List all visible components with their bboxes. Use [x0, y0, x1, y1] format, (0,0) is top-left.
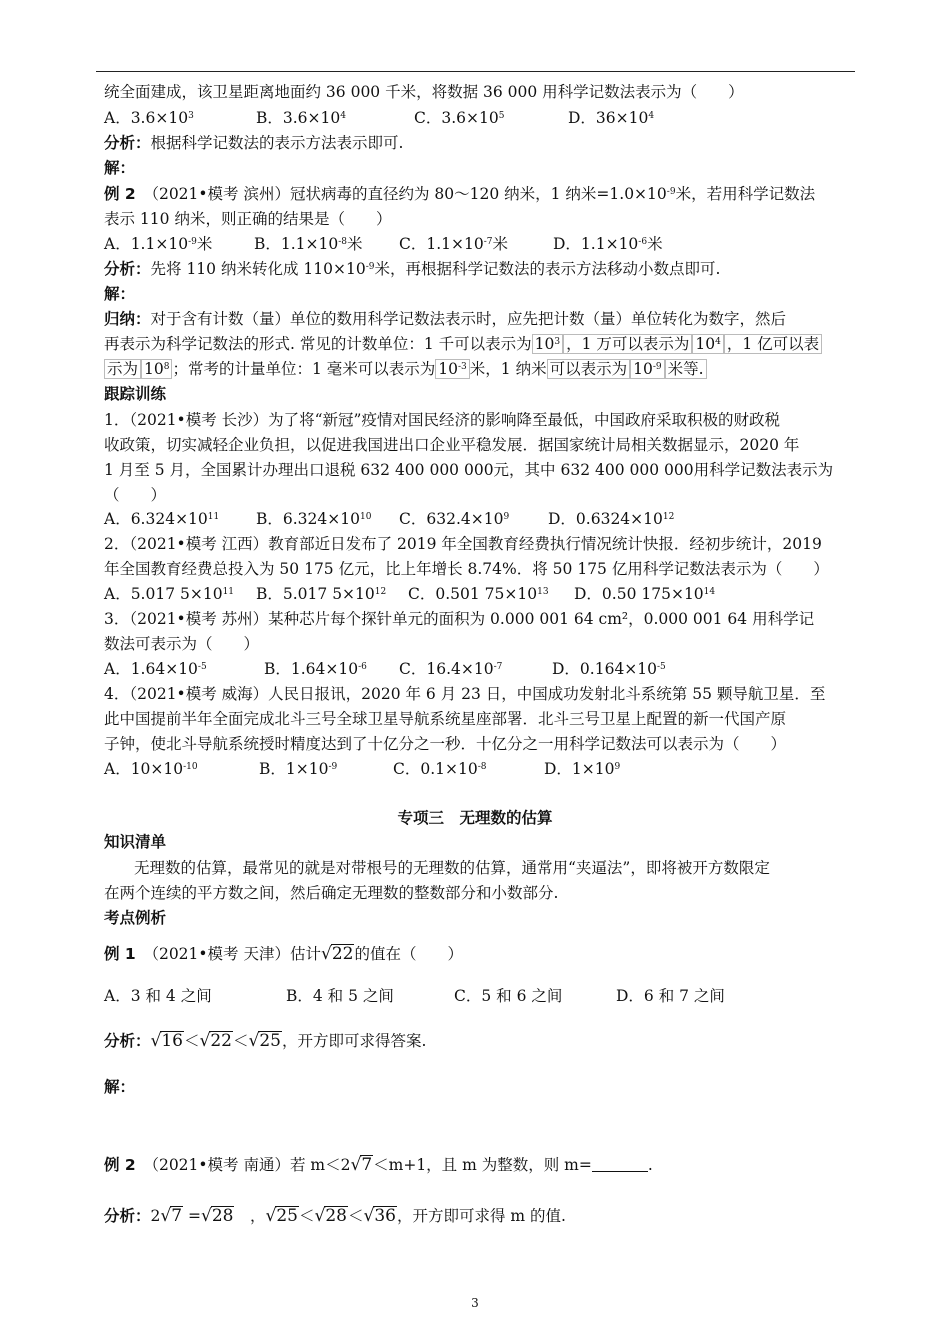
options-row — [104, 583, 715, 605]
question-4-line-3: 子钟，使北斗导航系统授时精度达到了十亿分之一秒．十亿分之一用科学记数法可以表示为（ ） — [104, 735, 787, 753]
knowledge-heading: 知识清单 — [104, 833, 167, 851]
option-a: A．$3.6\times 10^3$ — [104, 109, 194, 127]
sqrt-22: √22 — [320, 944, 354, 964]
summary-line-2: 再表示为科学记数法的形式. 常见的计数单位：1 千可以表示为 $10^3$ ，1 万可以表示为 $10^4$ ，1 亿可以表 — [104, 333, 822, 355]
examples-heading: 考点例析 — [104, 909, 167, 927]
option-a: A．$10\times 10^{-10}$ — [104, 760, 198, 778]
question-2-line-1: 2．（2021•模考 江西）教育部近日发布了 2019 年全国教育经费执行情况统计快报．经初步统计，2019 — [104, 535, 822, 553]
sqrt-7: √7 — [350, 1155, 373, 1175]
option-b: B．$6.324\times 10^{10}$ — [256, 510, 372, 528]
analysis-line: 分析：√16＜√22＜√25，开方即可求得答案. — [104, 1031, 427, 1051]
option-d: D．$0.164\times 10^{-5}$ — [552, 660, 666, 678]
analysis-line: 分析：先将 110 纳米转化成 $110\times 10^{-9}$米，再根据科学记数法的表示方法移动小数点即可. — [104, 260, 721, 278]
solution-label: 解： — [104, 1078, 136, 1096]
question-3-line-2: 数法可表示为（ ） — [104, 635, 260, 653]
sqrt-22: √22 — [199, 1031, 232, 1051]
sqrt-16: √16 — [150, 1031, 183, 1051]
knowledge-line-2: 在两个连续的平方数之间，然后确定无理数的整数部分和小数部分. — [104, 884, 559, 902]
option-d: D．$36\times 10^4$ — [568, 109, 655, 127]
options-row — [104, 758, 620, 780]
option-b: B．4 和 5 之间 — [286, 987, 394, 1005]
options-row — [104, 233, 663, 255]
practice-heading: 跟踪训练 — [104, 385, 167, 403]
summary-line-1: 归纳：对于含有计数（量）单位的数用科学记数法表示时，应先把计数（量）单位转化为数字，然后 — [104, 310, 787, 328]
options-row — [104, 985, 725, 1007]
option-c: C．$1.1\times 10^{-7}$米 — [399, 235, 509, 253]
example-2-line-2: 表示 110 纳米，则正确的结果是（ ） — [104, 210, 392, 228]
sqrt-7: √7 — [160, 1206, 183, 1226]
sqrt-28: √28 — [201, 1206, 234, 1226]
option-b: B．5.017 $5\times 10^{12}$ — [256, 585, 387, 603]
option-d: D．$1\times 10^9$ — [544, 760, 621, 778]
example-2-line: 例 2 （2021•模考 南通）若 m＜2√7＜m+1，且 m 为整数，则 m= . — [104, 1155, 653, 1175]
section-title: 专项三 无理数的估算 — [397, 809, 553, 827]
question-4-line-1: 4．（2021•模考 威海）人民日报讯，2020 年 6 月 23 日，中国成功发射北斗系统第 55 颗导航卫星．至 — [104, 685, 826, 703]
option-a: A．$6.324\times 10^{11}$ — [104, 510, 220, 528]
analysis-line: 分析：2√7 =√28 ，√25＜√28＜√36，开方即可求得 m 的值. — [104, 1206, 566, 1226]
summary-line-3: 示为 $10^8$ ；常考的计量单位：1 毫米可以表示为 $10^{-3}$ 米，1 纳米 可以表示为 $10^{-9}$ 米等. — [104, 358, 707, 380]
question-4-line-2: 此中国提前半年全面完成北斗三号全球卫星导航系统星座部署．北斗三号卫星上配置的新一代国产原 — [104, 710, 787, 728]
option-a: A．$1.64\times 10^{-5}$ — [104, 660, 207, 678]
options-row — [104, 508, 674, 530]
question-1-line-2: 收政策，切实减轻企业负担，以促进我国进出口企业平稳发展．据国家统计局相关数据显示，2020 年 — [104, 436, 800, 454]
sqrt-25: √25 — [265, 1206, 298, 1226]
option-b: B．$1\times 10^{-9}$ — [259, 760, 338, 778]
solution-label: 解： — [104, 159, 136, 177]
option-a: A．$1.1\times 10^{-9}$米 — [104, 235, 213, 253]
option-b: B．$1.1\times 10^{-8}$米 — [254, 235, 363, 253]
solution-label: 解： — [104, 285, 136, 303]
question-3-line-1: 3．（2021•模考 苏州）某种芯片每个探针单元的面积为 0.000 001 64 cm²，0.000 001 64 用科学记 — [104, 610, 815, 628]
sqrt-36: √36 — [363, 1206, 396, 1226]
question-line: 统全面建成，该卫星距离地面约 36 000 千米，将数据 36 000 用科学记数法表示为（ ） — [104, 83, 744, 101]
options-row — [104, 107, 654, 129]
example-2-line-1: 例 2 （2021•模考 滨州）冠状病毒的直径约为 80～120 纳米，1 纳米$=1.0\times 10^{-9}$米，若用科学记数法 — [104, 185, 816, 203]
option-c: C．$0.1\times 10^{-8}$ — [393, 760, 487, 778]
page-number: 3 — [471, 1296, 479, 1310]
option-a: A．5.017 $5\times 10^{11}$ — [104, 585, 235, 603]
question-2-line-2: 年全国教育经费总投入为 50 175 亿元，比上年增长 8.74%．将 50 175 亿用科学记数法表示为（ ） — [104, 560, 829, 578]
option-c: C．0.501 $75\times 10^{13}$ — [408, 585, 549, 603]
option-a: A．3 和 4 之间 — [104, 987, 212, 1005]
question-1-line-3: 1 月至 5 月，全国累计办理出口退税 632 400 000 000元，其中 632 400 000 000用科学记数法表示为 — [104, 461, 834, 479]
header-rule — [96, 71, 855, 72]
option-c: C．$16.4\times 10^{-7}$ — [399, 660, 503, 678]
options-row — [104, 658, 666, 680]
option-c: C．$632.4\times 10^9$ — [399, 510, 510, 528]
question-1-line-1: 1．（2021•模考 长沙）为了将“新冠”疫情对国民经济的影响降至最低，中国政府采取积极的财政税 — [104, 411, 780, 429]
option-d: D．$0.6324\times 10^{12}$ — [548, 510, 675, 528]
option-b: B．$3.6\times 10^4$ — [256, 109, 346, 127]
option-b: B．$1.64\times 10^{-6}$ — [264, 660, 367, 678]
question-1-line-4: （ ） — [104, 486, 167, 504]
sqrt-28: √28 — [314, 1206, 347, 1226]
option-d: D．6 和 7 之间 — [616, 987, 725, 1005]
sqrt-25: √25 — [248, 1031, 281, 1051]
option-d: D．$1.1\times 10^{-6}$米 — [553, 235, 663, 253]
answer-blank — [592, 1157, 648, 1172]
analysis-line: 分析：根据科学记数法的表示方法表示即可. — [104, 134, 404, 152]
option-d: D．0.50 $175\times 10^{14}$ — [574, 585, 716, 603]
example-1-line: 例 1 （2021•模考 天津）估计√22的值在（ ） — [104, 944, 463, 964]
option-c: C．5 和 6 之间 — [454, 987, 563, 1005]
knowledge-line-1: 无理数的估算，最常见的就是对带根号的无理数的估算，通常用“夹逼法”，即将被开方数限定 — [134, 859, 770, 877]
option-c: C．$3.6\times 10^5$ — [414, 109, 505, 127]
